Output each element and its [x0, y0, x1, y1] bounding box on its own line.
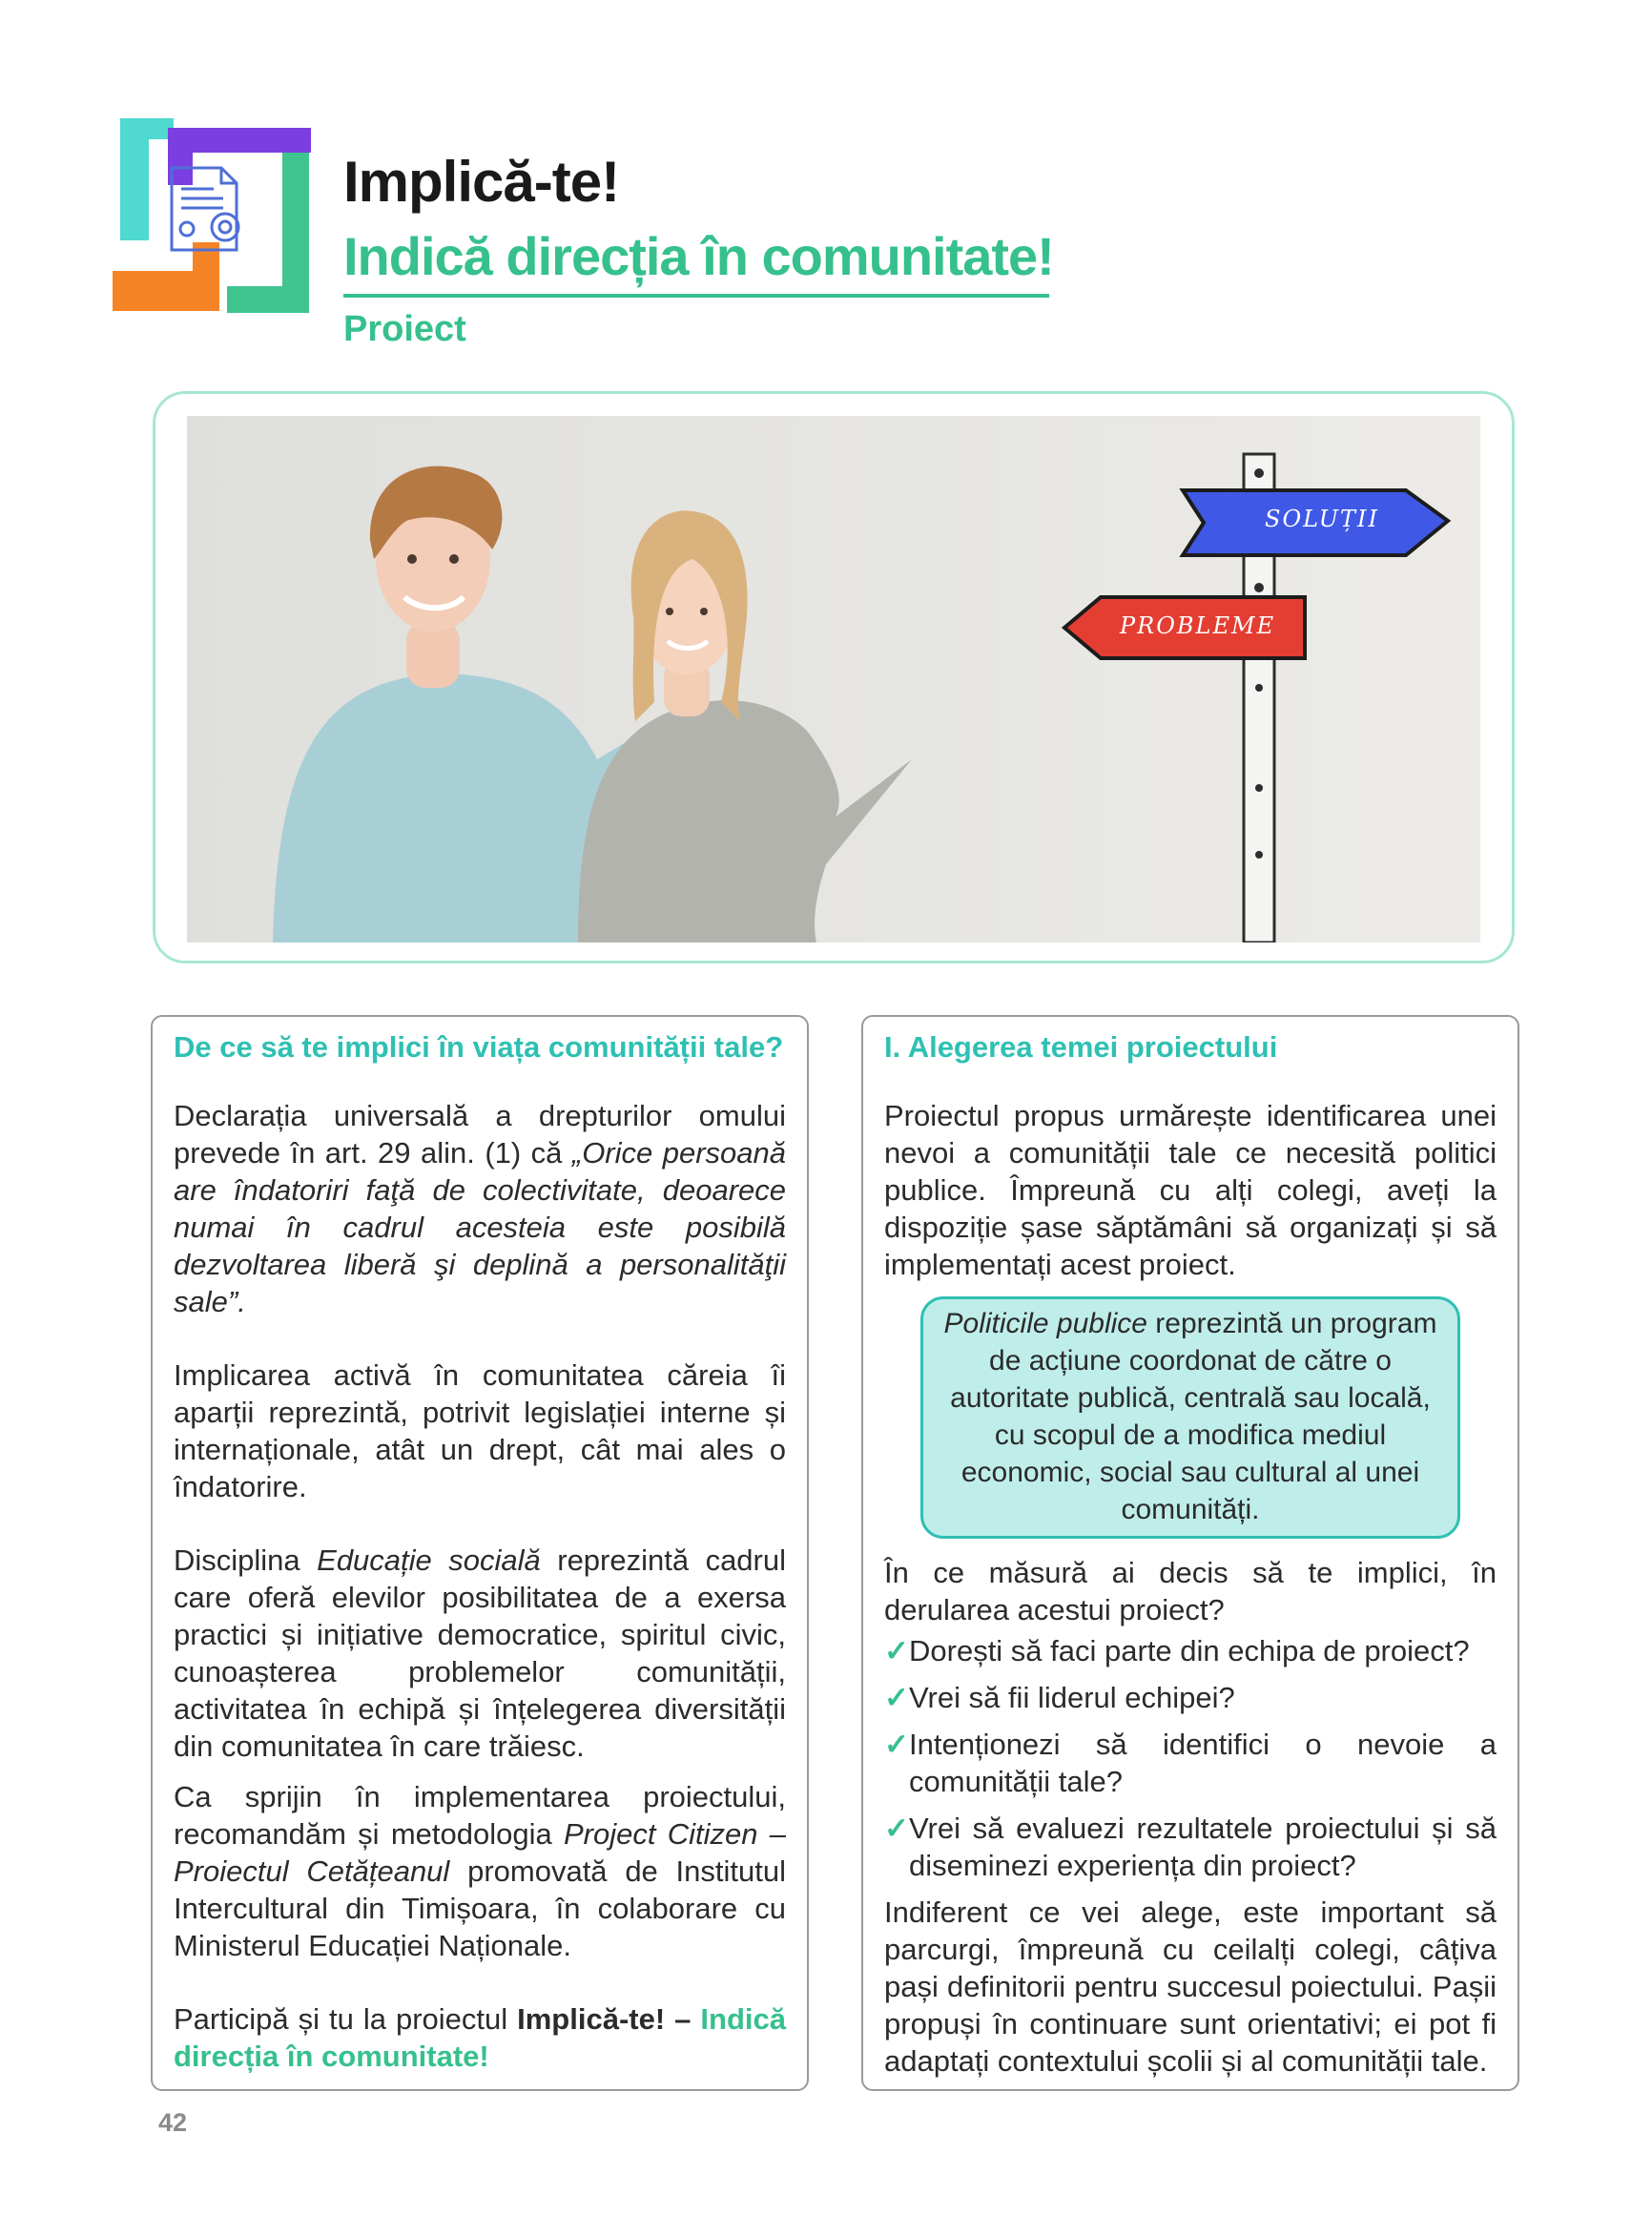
participate-paragraph: [174, 2000, 786, 2075]
option-text: Vrei să evaluezi rezultatele proiectului și să diseminezi experiența din proiect?: [909, 1812, 1497, 1882]
page-subtitle: Proiect: [343, 309, 466, 349]
declaration-paragraph: [174, 1097, 786, 1320]
project-logo-icon: [113, 118, 311, 314]
list-item: [884, 1810, 1497, 1884]
involvement-question: În ce măsură ai decis să te implici, în derularea acestui proiect?: [884, 1556, 1497, 1626]
discipline-text-a: Disciplina: [174, 1543, 318, 1577]
check-icon: ✓: [884, 1634, 909, 1667]
involvement-paragraph: Implicarea activă în comunitatea căreia îi aparții reprezintă, potrivit legislației interne și internaționale, atât un drept, cât mai ales o îndatorire.: [174, 1358, 786, 1503]
public-policy-term: Politicile publice: [943, 1308, 1147, 1339]
sign-solutions-label: SOLUȚII: [1265, 506, 1379, 532]
final-paragraph: Indiferent ce vei alege, este important să parcurgi, împreună cu ceilalți colegi, câțiva pași definitorii pentru succesul poiectului. Pașii propuși în continuare sunt orientativi; ei pot fi adaptați contextului școlii și al comunității tale.: [884, 1895, 1497, 2078]
check-icon: ✓: [884, 1812, 909, 1845]
section-logo: [113, 118, 311, 314]
page-number: 42: [158, 2108, 188, 2137]
theme-selection-title: I. Alegerea temei proiectului: [884, 1030, 1278, 1064]
check-icon: ✓: [884, 1728, 909, 1761]
methodology-text-a: Ca sprijin în implementarea proiectului, recomandăm și metodologia: [174, 1780, 786, 1851]
project-intro-paragraph: Proiectul propus urmărește identificarea unei nevoi a comunității tale ce necesită politici publice. Împreună cu alți colegi, aveți la dispoziție șase săptămâni să organizați și să implementați acest proiect.: [884, 1099, 1497, 1281]
list-item: [884, 1632, 1497, 1669]
participate-project-name: Implică-te! –: [517, 2002, 692, 2036]
page-title: Implică-te!: [343, 150, 620, 214]
discipline-paragraph: [174, 1542, 786, 1765]
option-text: Dorești să faci parte din echipa de proiect?: [909, 1634, 1470, 1667]
public-policy-definition: [920, 1296, 1460, 1539]
students-signpost-illustration: [187, 416, 1480, 942]
title-underline: [343, 294, 1049, 298]
option-text: Intenționezi să identifici o nevoie a comunității tale?: [909, 1728, 1497, 1798]
methodology-name: Project Citizen – Proiectul Cetățeanul: [174, 1817, 786, 1888]
students-photo: [187, 416, 1480, 942]
involvement-options-list: [884, 1632, 1497, 1884]
sign-problems-label: PROBLEME: [1120, 612, 1276, 639]
participate-project-highlight: Indică direcția în comunitate!: [174, 2002, 786, 2073]
theme-selection-box: [861, 1015, 1519, 2091]
why-get-involved-title: De ce să te implici în viața comunității tale?: [174, 1030, 784, 1064]
participate-text: Participă și tu la proiectul: [174, 2002, 518, 2036]
discipline-text-b: reprezintă cadrul care oferă elevilor posibilitatea de a exersa practici și inițiative democratice, spiritul civic, cunoașterea problemelor comunității, activitatea în echipă și înțelegerea diversității din comunitatea în care trăiesc.: [174, 1543, 787, 1763]
declaration-quote: „Orice persoană are îndatoriri faţă de colectivitate, deoarece numai în cadrul acesteia este posibilă dezvoltarea liberă şi deplină a personalităţii sale”.: [174, 1136, 786, 1318]
list-item: [884, 1679, 1497, 1716]
why-get-involved-box: [151, 1015, 809, 2091]
discipline-name: Educație socială: [317, 1543, 541, 1577]
check-icon: ✓: [884, 1681, 909, 1714]
page-title-highlight: Indică direcția în comunitate!: [343, 226, 1054, 286]
methodology-text-b: promovată de Institutul Intercultural din Timișoara, în colaborare cu Ministerul Educației Naționale.: [174, 1854, 787, 1962]
public-policy-text: reprezintă un program de acțiune coordonat de către o autoritate publică, centrală sau locală, cu scopul de a modifica mediul economic, social sau cultural al unei comunități.: [950, 1308, 1437, 1525]
list-item: [884, 1726, 1497, 1800]
declaration-text: Declarația universală a drepturilor omului prevede în art. 29 alin. (1) că: [174, 1099, 786, 1170]
option-text: Vrei să fii liderul echipei?: [909, 1681, 1235, 1714]
methodology-paragraph: [174, 1778, 786, 1964]
